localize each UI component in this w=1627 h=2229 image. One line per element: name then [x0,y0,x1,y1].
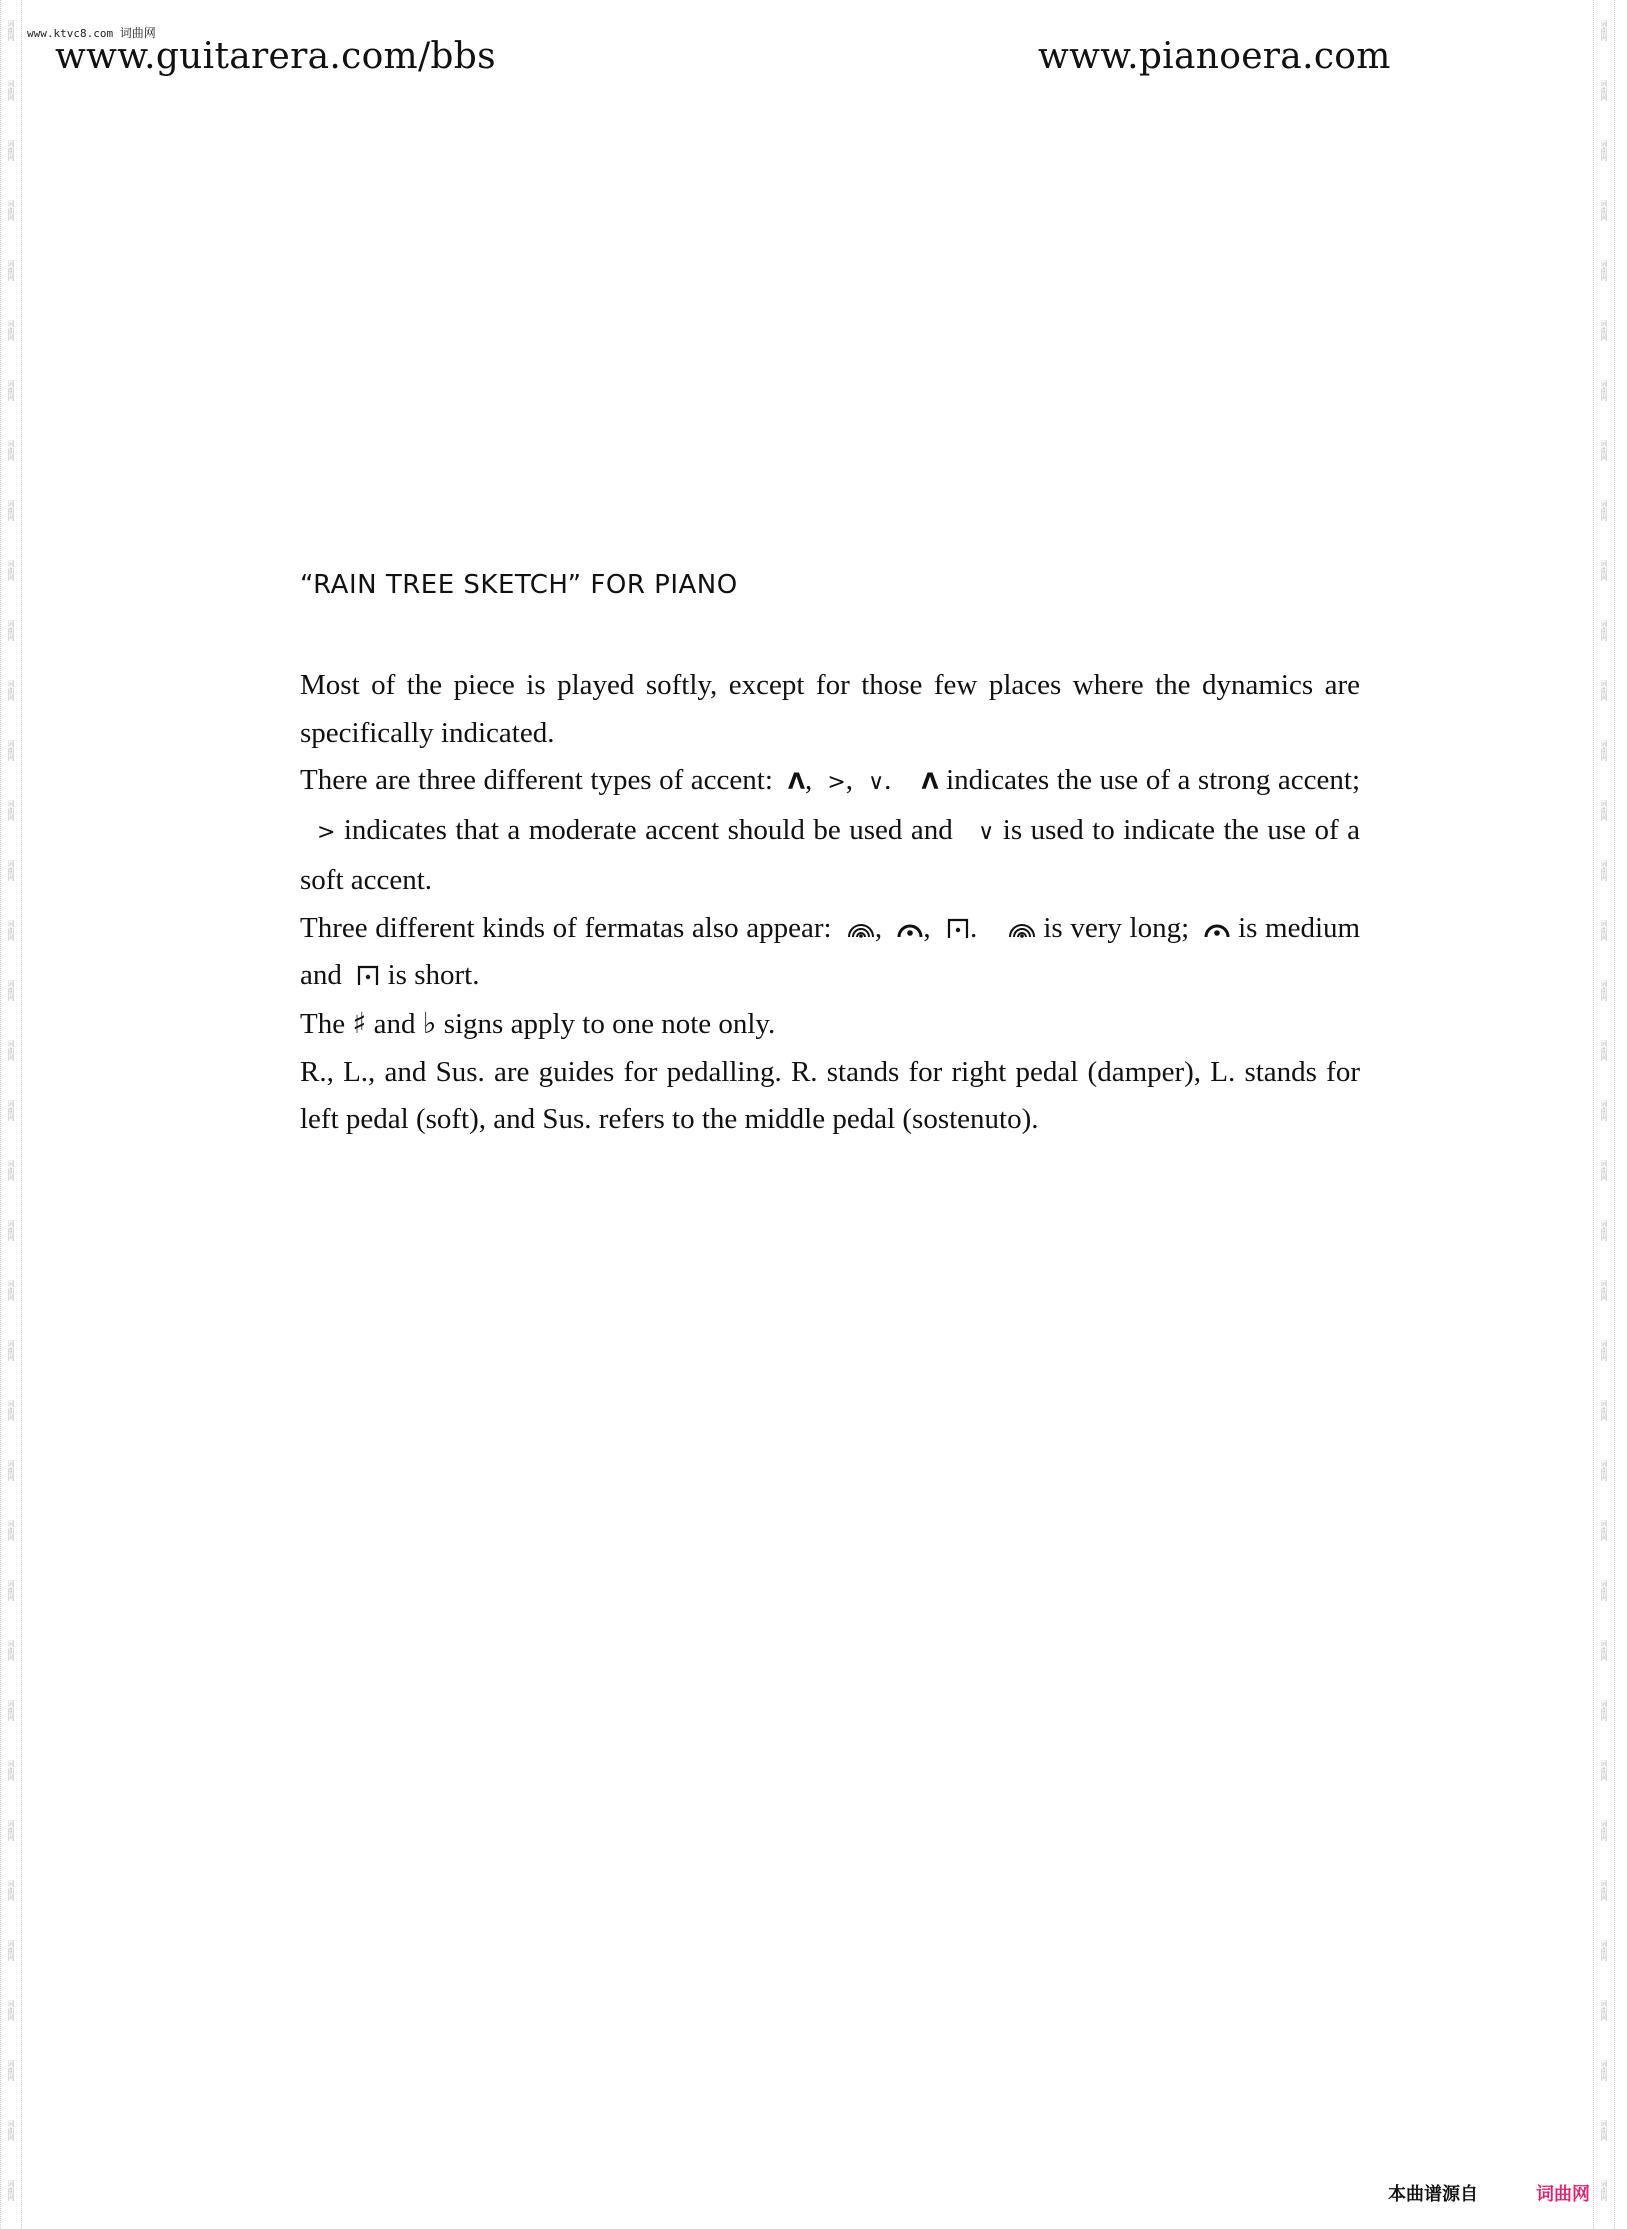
watermark-mark: 词曲网 [7,979,15,1001]
watermark-mark: 词曲网 [1600,739,1608,761]
watermark-mark: 词曲网 [1600,1579,1608,1601]
watermark-mark: 词曲网 [7,79,15,101]
watermark-mark: 词曲网 [7,1879,15,1901]
soft-accent-text: is used to indicate the use of a soft accent. [300,814,1361,896]
watermark-mark: 词曲网 [1600,1939,1608,1961]
watermark-mark: 词曲网 [1600,319,1608,341]
watermark-mark: 词曲网 [7,439,15,461]
watermark-mark: 词曲网 [1600,1159,1608,1181]
soft-accent-icon: ∨ [868,770,885,796]
watermark-mark: 词曲网 [7,1399,15,1421]
soft-accent-icon: ∨ [978,820,995,846]
moderate-accent-text: indicates that a moderate accent should be used and [343,814,953,847]
watermark-mark: 词曲网 [1600,1759,1608,1781]
watermark-mark: 词曲网 [7,1699,15,1721]
footer-site: 词曲网 [1536,2184,1590,2205]
watermark-mark: 词曲网 [7,1459,15,1481]
watermark-mark: 词曲网 [1600,139,1608,161]
watermark-mark: 词曲网 [1600,859,1608,881]
note-accents: There are three different types of accent: Λ, >, ∨. Λ indicates the use of a strong accent; > indicates that a moderate accent should be used and ∨ is used to indicate the use of a soft accent. [300,764,1361,896]
ktv-url: www.ktvc8.com [27,27,114,40]
watermark-mark: 词曲网 [1600,919,1608,941]
watermark-mark: 词曲网 [1600,1339,1608,1361]
strong-accent-icon: Λ [921,770,939,796]
watermark-mark: 词曲网 [7,1939,15,1961]
watermark-mark: 词曲网 [1600,1999,1608,2021]
watermark-mark: 词曲网 [7,739,15,761]
watermark-mark: 词曲网 [1600,1039,1608,1061]
moderate-accent-icon: > [827,770,846,796]
right-watermark-strip [1593,0,1615,2229]
accidental-text-a: The [300,1007,346,1040]
watermark-mark: 词曲网 [1600,1219,1608,1241]
short-fermata-text: is short. [387,959,480,992]
watermark-mark: 词曲网 [7,1159,15,1181]
strong-accent-icon: Λ [787,770,805,796]
watermark-mark: 词曲网 [7,1279,15,1301]
watermark-mark: 词曲网 [7,859,15,881]
watermark-mark: 词曲网 [7,2059,15,2081]
watermark-mark: 词曲网 [7,679,15,701]
watermark-mark: 词曲网 [1600,799,1608,821]
watermark-mark: 词曲网 [1600,1099,1608,1121]
footer-source: 本曲谱源自 [1388,2184,1478,2205]
watermark-mark: 词曲网 [7,259,15,281]
watermark-mark: 词曲网 [1600,979,1608,1001]
watermark-mark: 词曲网 [7,19,15,41]
watermark-mark: 词曲网 [1600,1519,1608,1541]
very-long-fermata-text: is very long; [1043,911,1190,944]
note-dynamics: Most of the piece is played softly, except for those few places where the dynamics are specifically indicated. [300,669,1360,749]
watermark-mark: 词曲网 [7,379,15,401]
header-url-left: www.guitarera.com/bbs [55,36,496,77]
watermark-mark: 词曲网 [7,199,15,221]
accidental-text-b: and [373,1007,416,1040]
header-url-right: www.pianoera.com [1038,36,1391,77]
watermark-mark: 词曲网 [7,1219,15,1241]
watermark-mark: 词曲网 [7,1819,15,1841]
note-accidentals [300,1000,1360,1049]
short-fermata-icon [946,917,970,939]
accidental-text-c: signs apply to one note only. [443,1007,776,1040]
watermark-mark: 词曲网 [1600,19,1608,41]
watermark-mark: 词曲网 [1600,1819,1608,1841]
sharp-icon: ♯ [352,1005,367,1040]
page-title: “RAIN TREE SKETCH” FOR PIANO [300,570,738,600]
medium-fermata-text: is medium and [300,911,1361,992]
watermark-mark: 词曲网 [1600,1699,1608,1721]
watermark-mark: 词曲网 [7,1639,15,1661]
ktv-cn-name: 词曲网 [119,26,156,40]
watermark-mark: 词曲网 [1600,1399,1608,1421]
watermark-mark: 词曲网 [1600,619,1608,641]
very-long-fermata-icon [1008,921,1036,939]
watermark-mark: 词曲网 [1600,2059,1608,2081]
watermark-mark: 词曲网 [7,1579,15,1601]
very-long-fermata-icon [847,921,875,939]
accent-intro: There are three different types of accent: [300,764,773,797]
watermark-mark: 词曲网 [7,319,15,341]
short-fermata-icon [356,964,380,986]
left-watermark-strip [0,0,22,2229]
medium-fermata-icon [1204,919,1230,939]
watermark-mark: 词曲网 [7,1519,15,1541]
watermark-mark: 词曲网 [7,1099,15,1121]
watermark-mark: 词曲网 [7,499,15,521]
performance-notes [300,662,1360,1144]
watermark-mark: 词曲网 [7,2179,15,2201]
watermark-mark: 词曲网 [1600,259,1608,281]
watermark-mark: 词曲网 [7,619,15,641]
note-pedalling: R., L., and Sus. are guides for pedalling. R. stands for right pedal (damper), L. stands for left pedal (soft), and Sus. refers to the middle pedal (sostenuto). [300,1055,1360,1136]
watermark-mark: 词曲网 [1600,199,1608,221]
watermark-mark: 词曲网 [1600,379,1608,401]
watermark-mark: 词曲网 [7,139,15,161]
watermark-mark: 词曲网 [1600,559,1608,581]
watermark-mark: 词曲网 [1600,679,1608,701]
moderate-accent-icon: > [316,820,336,846]
watermark-mark: 词曲网 [7,1039,15,1061]
watermark-mark: 词曲网 [7,919,15,941]
watermark-mark: 词曲网 [1600,2179,1608,2201]
note-fermatas: Three different kinds of fermatas also appear: , , . is very long; is medium and is short. [300,911,1361,992]
watermark-mark: 词曲网 [1600,1879,1608,1901]
watermark-mark: 词曲网 [1600,79,1608,101]
watermark-mark: 词曲网 [7,1339,15,1361]
watermark-mark: 词曲网 [7,2119,15,2141]
watermark-mark: 词曲网 [1600,499,1608,521]
watermark-mark: 词曲网 [7,799,15,821]
watermark-mark: 词曲网 [1600,1639,1608,1661]
watermark-mark: 词曲网 [1600,439,1608,461]
watermark-mark: 词曲网 [1600,1459,1608,1481]
watermark-mark: 词曲网 [1600,1279,1608,1301]
strong-accent-text: indicates the use of a strong accent; [946,764,1361,797]
watermark-mark: 词曲网 [7,1999,15,2021]
watermark-mark: 词曲网 [1600,2119,1608,2141]
watermark-mark: 词曲网 [7,559,15,581]
medium-fermata-icon [897,919,923,939]
flat-icon: ♭ [422,1005,437,1040]
watermark-mark: 词曲网 [7,1759,15,1781]
fermata-intro: Three different kinds of fermatas also appear: [300,911,832,944]
